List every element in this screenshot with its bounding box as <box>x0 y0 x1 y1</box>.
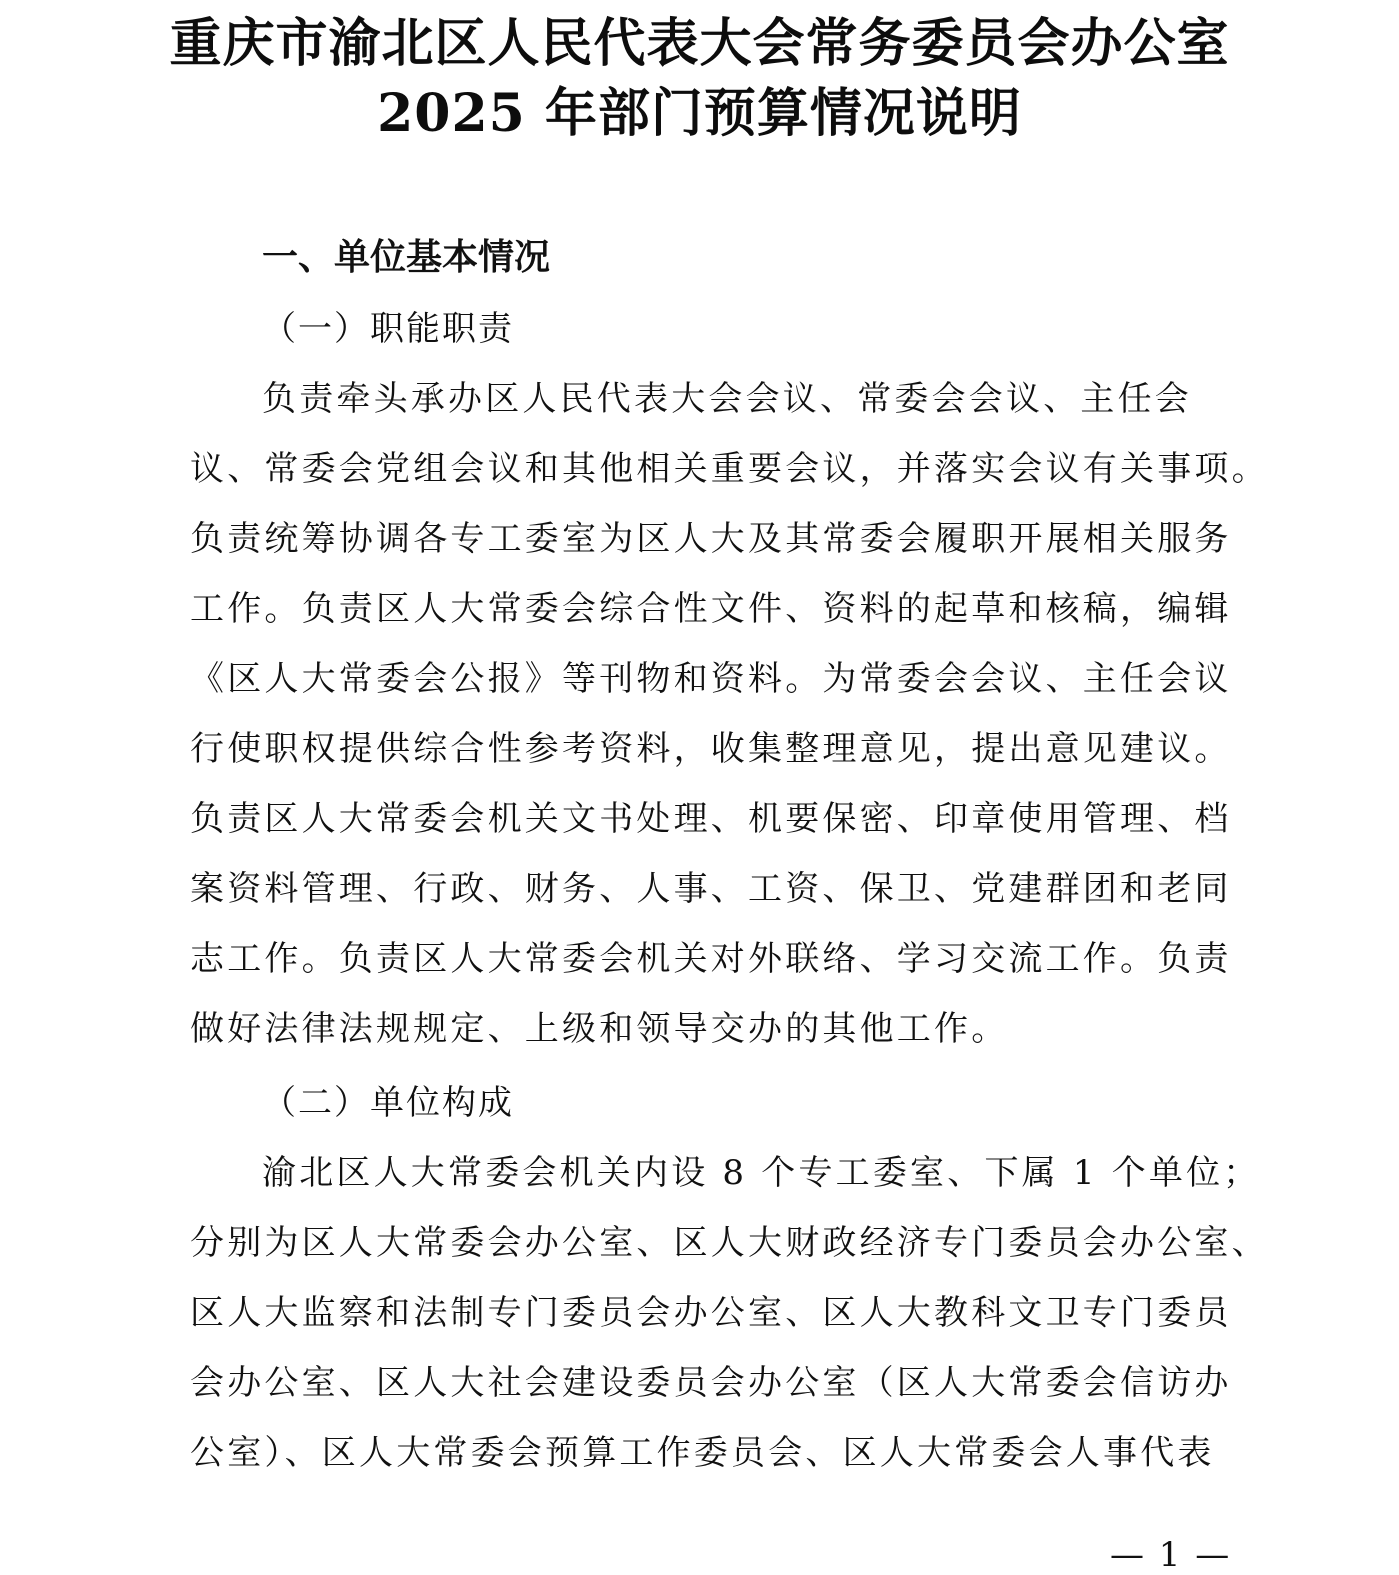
paragraph-line: 工作。负责区人大常委会综合性文件、资料的起草和核稿，编辑 <box>190 589 1232 629</box>
paragraph-line: 区人大监察和法制专门委员会办公室、区人大教科文卫专门委员 <box>190 1293 1232 1333</box>
paragraph-line: 负责区人大常委会机关文书处理、机要保密、印章使用管理、档 <box>190 799 1232 839</box>
paragraph-line: 公室）、区人大常委会预算工作委员会、区人大常委会人事代表 <box>190 1433 1215 1473</box>
page-number: — 1 — <box>1110 1535 1232 1575</box>
paragraph-line: 志工作。负责区人大常委会机关对外联络、学习交流工作。负责 <box>190 939 1232 979</box>
paragraph-line: 议、常委会党组会议和其他相关重要会议，并落实会议有关事项。 <box>190 449 1269 489</box>
paragraph-line: 做好法律法规规定、上级和领导交办的其他工作。 <box>190 1009 1009 1049</box>
paragraph-line: 会办公室、区人大社会建设委员会办公室（区人大常委会信访办 <box>190 1363 1232 1403</box>
paragraph-line: 案资料管理、行政、财务、人事、工资、保卫、党建群团和老同 <box>190 869 1232 909</box>
paragraph-line: 行使职权提供综合性参考资料，收集整理意见，提出意见建议。 <box>190 729 1232 769</box>
paragraph-line: 负责牵头承办区人民代表大会会议、常委会会议、主任会 <box>262 379 1192 419</box>
subsection-heading-composition: （二）单位构成 <box>262 1083 514 1123</box>
paragraph-line: 渝北区人大常委会机关内设 8 个专工委室、下属 1 个单位； <box>262 1153 1261 1193</box>
paragraph-line: 分别为区人大常委会办公室、区人大财政经济专门委员会办公室、 <box>190 1223 1269 1263</box>
subsection-heading-functions: （一）职能职责 <box>262 309 514 349</box>
section-heading-basic-info: 一、单位基本情况 <box>262 236 551 278</box>
document-title-line2: 2025 年部门预算情况说明 <box>377 83 1022 144</box>
paragraph-line: 《区人大常委会公报》等刊物和资料。为常委会会议、主任会议 <box>190 659 1232 699</box>
paragraph-line: 负责统筹协调各专工委室为区人大及其常委会履职开展相关服务 <box>190 519 1232 559</box>
document-title-line1: 重庆市渝北区人民代表大会常务委员会办公室 <box>169 13 1230 74</box>
